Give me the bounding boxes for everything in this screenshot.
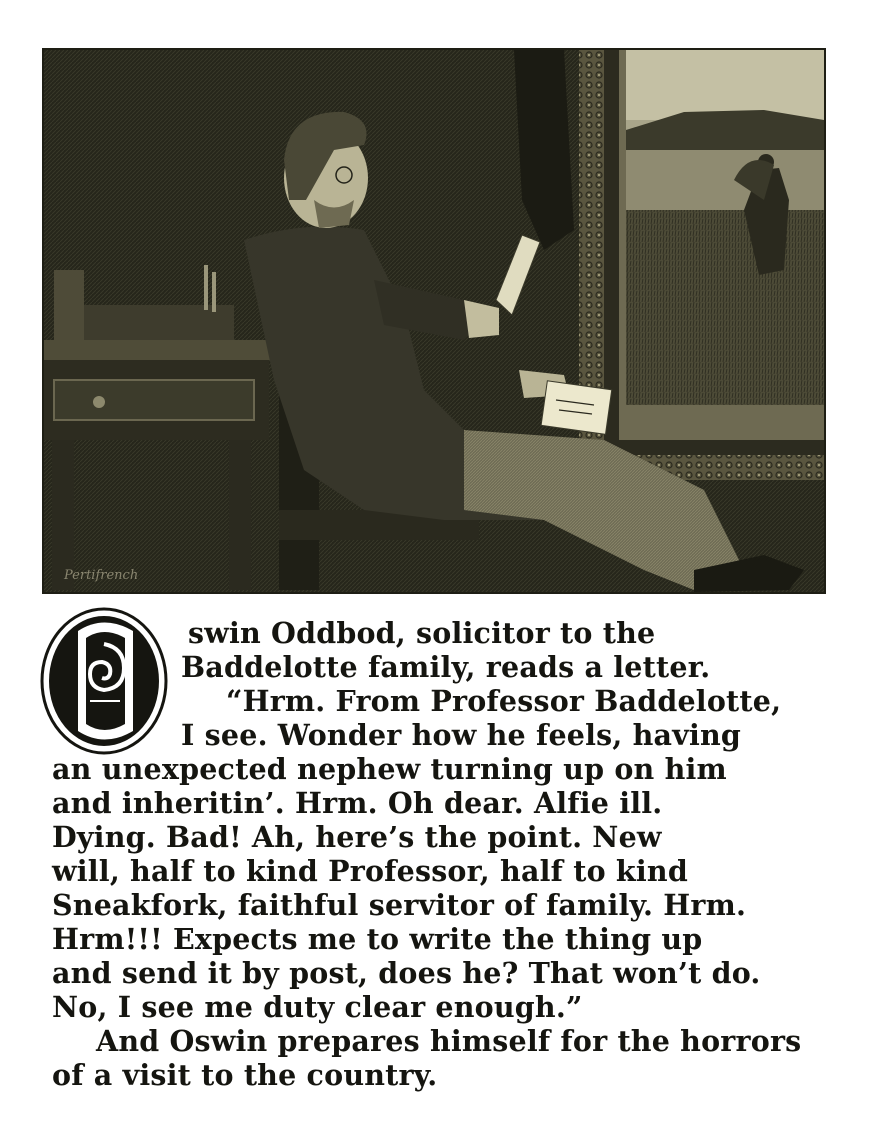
body-line: Sneakfork, faithful servitor of family. Hrm. <box>52 888 747 922</box>
drop-cap-ornament <box>38 606 174 756</box>
body-line: and inheritin’. Hrm. Oh dear. Alfie ill. <box>52 786 663 820</box>
body-line: No, I see me duty clear enough.” <box>52 990 583 1024</box>
body-line: an unexpected nephew turning up on him <box>52 752 727 786</box>
artist-signature <box>62 562 182 586</box>
body-line: I see. Wonder how he feels, having <box>181 718 742 752</box>
body-line: Dying. Bad! Ah, here’s the point. New <box>52 820 662 854</box>
body-line: And Oswin prepares himself for the horrors <box>96 1024 802 1058</box>
body-line: and send it by post, does he? That won’t do. <box>52 956 761 990</box>
body-line: “Hrm. From Professor Baddelotte, <box>226 684 782 718</box>
body-line: swin Oddbod, solicitor to the <box>188 616 656 650</box>
illustration-engraving <box>42 48 826 594</box>
body-line: will, half to kind Professor, half to kind <box>52 854 688 888</box>
engraving-artwork <box>44 50 824 592</box>
body-line: of a visit to the country. <box>52 1058 438 1092</box>
body-line: Hrm!!! Expects me to write the thing up <box>52 922 703 956</box>
svg-text:Pertifrench: Pertifrench <box>64 568 139 583</box>
body-line: Baddelotte family, reads a letter. <box>181 650 711 684</box>
